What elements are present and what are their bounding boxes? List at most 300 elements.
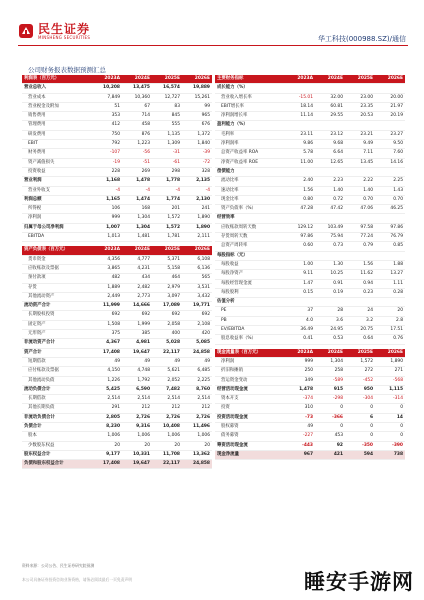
row-value: 3,865 — [92, 264, 122, 273]
row-label: 资产负债率（%） — [215, 205, 285, 214]
row-value: 7.11 — [345, 149, 375, 158]
row-value: 99 — [182, 102, 212, 111]
row-label: 成长能力（%） — [215, 84, 285, 93]
table-row — [215, 130, 405, 139]
row-value: 2,130 — [182, 195, 212, 204]
row-value: 1,304 — [122, 223, 152, 232]
row-value — [375, 251, 405, 260]
row-value: 0.28 — [375, 288, 405, 297]
row-value: 967 — [285, 450, 315, 459]
row-value: 11,708 — [152, 450, 182, 459]
row-value: 5.78 — [285, 149, 315, 158]
row-value — [345, 251, 375, 260]
row-value: 2,514 — [122, 395, 152, 404]
row-label: 投资活动现金流 — [215, 413, 285, 422]
row-value: 21.97 — [375, 102, 405, 111]
row-value: 9.86 — [285, 140, 315, 149]
row-label: 净利润 — [215, 357, 285, 366]
row-value: 412 — [92, 121, 122, 130]
row-value: 0.41 — [285, 335, 315, 344]
row-value: 46.25 — [375, 205, 405, 214]
row-label: 盈利能力（%） — [215, 121, 285, 130]
row-label: 营业成本 — [22, 93, 92, 102]
row-value: 51 — [92, 102, 122, 111]
row-value: 11.62 — [345, 270, 375, 279]
row-value: 47.28 — [285, 205, 315, 214]
row-value: 4,367 — [92, 339, 122, 348]
table-header-year: 2023A — [92, 246, 122, 255]
row-value: 0.70 — [375, 195, 405, 204]
row-label: 净资产收益率 ROE — [215, 158, 285, 167]
table-gap — [215, 460, 405, 464]
row-value: 4,777 — [122, 255, 152, 264]
table-header-row — [22, 246, 212, 255]
row-value: 23.12 — [315, 130, 345, 139]
table-row — [22, 130, 212, 139]
row-value: 4,231 — [122, 264, 152, 273]
header-divider — [18, 45, 408, 46]
table-row — [215, 84, 405, 93]
row-value: 1,890 — [182, 214, 212, 223]
table-row — [215, 195, 405, 204]
row-value: 201 — [152, 205, 182, 214]
row-label: PE — [215, 307, 285, 316]
row-value: -56 — [122, 149, 152, 158]
row-label: EBIT — [22, 140, 92, 149]
row-value: -51 — [122, 158, 152, 167]
row-value: 67 — [122, 102, 152, 111]
row-value: 22,117 — [152, 460, 182, 469]
row-value: 2,058 — [152, 320, 182, 329]
row-value: 453 — [315, 432, 345, 441]
row-value: 5,371 — [152, 255, 182, 264]
row-label: 短期借款 — [22, 357, 92, 366]
row-value: 692 — [92, 311, 122, 320]
table-row — [22, 292, 212, 301]
row-value: 1,890 — [375, 357, 405, 366]
row-value: 1,007 — [92, 223, 122, 232]
row-value: 2,449 — [92, 292, 122, 301]
row-value: 1,006 — [92, 432, 122, 441]
row-value: 2,111 — [182, 233, 212, 242]
row-value: 0.64 — [345, 335, 375, 344]
row-value: 692 — [122, 311, 152, 320]
row-value: 15,261 — [182, 93, 212, 102]
row-value: 692 — [152, 311, 182, 320]
table-header-year: 2026E — [182, 75, 212, 84]
row-value: 14.16 — [375, 158, 405, 167]
table-row — [215, 316, 405, 325]
report-subject: 华工科技(000988.SZ)/通信 — [317, 35, 406, 43]
row-value: 97.58 — [345, 223, 375, 232]
table-row — [22, 149, 212, 158]
row-value: 49 — [182, 357, 212, 366]
table-row — [22, 404, 212, 413]
row-value: -61 — [152, 158, 182, 167]
row-value: 4,981 — [122, 339, 152, 348]
row-value: 0.15 — [285, 288, 315, 297]
table-row — [22, 223, 212, 232]
row-label: 净利润增长率 — [215, 112, 285, 121]
row-value: 17.51 — [375, 326, 405, 335]
row-value — [315, 214, 345, 223]
row-value: 24,858 — [182, 348, 212, 357]
row-value: 12.65 — [315, 158, 345, 167]
row-value: 2,514 — [182, 395, 212, 404]
row-value: 0.91 — [315, 279, 345, 288]
row-value — [375, 167, 405, 176]
table-header-year: 2025E — [152, 75, 182, 84]
row-value: 11.00 — [285, 158, 315, 167]
row-value: 421 — [315, 450, 345, 459]
row-label: 预付款项 — [22, 274, 92, 283]
table-header-label: 现金流量表（百万元） — [215, 349, 285, 358]
row-value: 2,135 — [182, 177, 212, 186]
row-value: 0 — [375, 404, 405, 413]
row-value: 37 — [285, 307, 315, 316]
row-value: 10.25 — [315, 270, 345, 279]
row-value: 9.49 — [345, 140, 375, 149]
row-value: 0.85 — [375, 242, 405, 251]
row-value: 20 — [152, 441, 182, 450]
row-value: -350 — [345, 441, 375, 450]
table-row — [215, 260, 405, 269]
table-row — [22, 311, 212, 320]
row-value: 291 — [92, 404, 122, 413]
row-label: 净利润 — [22, 214, 92, 223]
row-value: 1,889 — [92, 283, 122, 292]
row-value: 1,168 — [92, 177, 122, 186]
row-value: 1.40 — [345, 186, 375, 195]
table-row — [215, 233, 405, 242]
row-value: 999 — [285, 357, 315, 366]
row-label: 营业税金及附加 — [22, 102, 92, 111]
row-value: 555 — [152, 121, 182, 130]
row-value: 258 — [315, 367, 345, 376]
row-value: 2.23 — [315, 177, 345, 186]
row-value: 1,572 — [345, 357, 375, 366]
row-value: 24 — [345, 307, 375, 316]
source-footnote: 资料来源：公司公告、民生证券研究院预测 — [22, 563, 95, 568]
table-row — [215, 357, 405, 366]
row-value: 3.2 — [345, 316, 375, 325]
row-label: 速动比率 — [215, 186, 285, 195]
table-row — [215, 367, 405, 376]
row-value: 10,360 — [122, 93, 152, 102]
table-row — [215, 251, 405, 260]
table-row — [215, 385, 405, 394]
row-value: 1,372 — [182, 130, 212, 139]
row-value: 950 — [345, 385, 375, 394]
row-value: 1.00 — [285, 260, 315, 269]
row-value: 0 — [345, 404, 375, 413]
table-row — [215, 307, 405, 316]
row-value: 9,316 — [122, 422, 152, 431]
row-value: 24.95 — [315, 326, 345, 335]
table-row — [215, 450, 405, 459]
row-label: 负债合计 — [22, 422, 92, 431]
row-label: 净利润率 — [215, 140, 285, 149]
row-value: 76.79 — [375, 233, 405, 242]
row-value: 915 — [315, 385, 345, 394]
table-row — [215, 186, 405, 195]
row-value — [285, 251, 315, 260]
row-label: 财务费用 — [22, 149, 92, 158]
row-value: 0.79 — [345, 242, 375, 251]
row-value: 17,089 — [152, 302, 182, 311]
row-value: -107 — [92, 149, 122, 158]
row-label: 筹资活动现金流 — [215, 441, 285, 450]
row-value: 420 — [182, 330, 212, 339]
table-row — [215, 205, 405, 214]
table-row — [215, 167, 405, 176]
row-label: 每股经营现金流 — [215, 279, 285, 288]
row-value: 20.19 — [375, 112, 405, 121]
row-value: 97.86 — [375, 223, 405, 232]
table-row — [215, 140, 405, 149]
row-label: 股息收益率（%） — [215, 335, 285, 344]
row-value: 1.88 — [375, 260, 405, 269]
report-header — [0, 0, 424, 52]
row-value: -304 — [345, 395, 375, 404]
row-label: 少数股东权益 — [22, 441, 92, 450]
row-label: 利润总额 — [22, 195, 92, 204]
row-value: 0.73 — [315, 242, 345, 251]
row-value: -568 — [375, 376, 405, 385]
table-row — [215, 121, 405, 130]
row-value: 1,774 — [152, 195, 182, 204]
row-value: 2.8 — [375, 316, 405, 325]
row-value: 23.11 — [285, 130, 315, 139]
row-value: 845 — [152, 112, 182, 121]
row-label: 每股股利 — [215, 288, 285, 297]
row-label: 每股净资产 — [215, 270, 285, 279]
row-value — [315, 298, 345, 307]
table-row — [22, 330, 212, 339]
row-value: 1.30 — [315, 260, 345, 269]
row-label: 债务募资 — [215, 432, 285, 441]
row-label: 长期股权投资 — [22, 311, 92, 320]
row-value: 49 — [285, 422, 315, 431]
row-value: 47.42 — [315, 205, 345, 214]
table-row — [22, 93, 212, 102]
row-value: 434 — [122, 274, 152, 283]
row-value — [345, 298, 375, 307]
row-value: 2,052 — [152, 376, 182, 385]
table-row — [215, 223, 405, 232]
row-value: 212 — [182, 404, 212, 413]
table-row — [215, 112, 405, 121]
row-value: 375 — [92, 330, 122, 339]
row-value: 1,572 — [152, 214, 182, 223]
row-value: 738 — [375, 450, 405, 459]
row-value: 106 — [92, 205, 122, 214]
table-row — [22, 460, 212, 469]
row-value: 3.6 — [315, 316, 345, 325]
row-value: 9.68 — [315, 140, 345, 149]
table-row — [22, 348, 212, 357]
row-value: 1,999 — [122, 320, 152, 329]
row-value: 49 — [92, 357, 122, 366]
row-label: 经营活动现金流 — [215, 385, 285, 394]
row-value: 714 — [122, 112, 152, 121]
row-label: 非流动负债合计 — [22, 413, 92, 422]
row-value: 11,496 — [182, 422, 212, 431]
row-label: 毛利率 — [215, 130, 285, 139]
row-value: 24,858 — [182, 460, 212, 469]
row-value: 458 — [122, 121, 152, 130]
left-column — [22, 75, 212, 473]
row-label: 流动资产合计 — [22, 302, 92, 311]
row-value — [375, 298, 405, 307]
table-row — [215, 214, 405, 223]
row-value: -314 — [375, 395, 405, 404]
row-value: 19,647 — [122, 460, 152, 469]
table-row — [22, 339, 212, 348]
row-value: 1,572 — [152, 223, 182, 232]
row-value — [315, 167, 345, 176]
table-row — [22, 255, 212, 264]
table-row — [22, 102, 212, 111]
row-value: 353 — [92, 112, 122, 121]
row-value — [345, 167, 375, 176]
row-value: 92 — [315, 441, 345, 450]
row-value: 2,108 — [182, 320, 212, 329]
table-row — [22, 214, 212, 223]
row-value: 75.94 — [315, 233, 345, 242]
table-row — [22, 205, 212, 214]
row-label: 营运资金变动 — [215, 376, 285, 385]
row-value: 0.19 — [315, 288, 345, 297]
row-label: 其他流动资产 — [22, 292, 92, 301]
row-value: 1,115 — [375, 385, 405, 394]
row-value: 1,006 — [122, 432, 152, 441]
table-row — [215, 288, 405, 297]
table-header-year: 2024E — [315, 75, 345, 84]
row-label: 资产减值损失 — [22, 158, 92, 167]
row-value: 1,309 — [152, 140, 182, 149]
row-value — [315, 251, 345, 260]
table-row — [215, 404, 405, 413]
row-value: 0.76 — [375, 335, 405, 344]
row-value: 20.53 — [345, 112, 375, 121]
row-label: EBITDA — [22, 233, 92, 242]
table-row — [22, 177, 212, 186]
row-label: 现金比率 — [215, 195, 285, 204]
row-value: 269 — [122, 167, 152, 176]
row-label: 营业收入增长率 — [215, 93, 285, 102]
row-value: 1,478 — [122, 177, 152, 186]
row-label: 固定资产 — [22, 320, 92, 329]
row-value: 20 — [122, 441, 152, 450]
row-value: 23.21 — [345, 130, 375, 139]
row-label: 每股收益 — [215, 260, 285, 269]
row-label: 投资 — [215, 404, 285, 413]
row-value: 0.72 — [315, 195, 345, 204]
row-value: 999 — [92, 214, 122, 223]
row-value: 129.12 — [285, 223, 315, 232]
row-label: PB — [215, 316, 285, 325]
row-value — [375, 84, 405, 93]
row-value: 0.80 — [285, 195, 315, 204]
row-label: EV/EBITDA — [215, 326, 285, 335]
row-label: 货币资金 — [22, 255, 92, 264]
row-label: 其他长期负债 — [22, 404, 92, 413]
row-label: 经营效率 — [215, 214, 285, 223]
row-value: 49 — [152, 357, 182, 366]
row-value: -4 — [92, 186, 122, 195]
row-value: 14,666 — [122, 302, 152, 311]
table-header-row — [22, 75, 212, 84]
row-value: 5,621 — [152, 367, 182, 376]
row-label: 研发费用 — [22, 130, 92, 139]
table-row — [215, 422, 405, 431]
row-value — [345, 121, 375, 130]
row-value: 565 — [182, 274, 212, 283]
table-row — [215, 376, 405, 385]
table-header-year: 2025E — [345, 75, 375, 84]
right-column — [215, 75, 405, 464]
row-label: 股权募资 — [215, 422, 285, 431]
row-value: -366 — [315, 413, 345, 422]
row-value: 16,574 — [152, 84, 182, 93]
row-value: 212 — [152, 404, 182, 413]
table-row — [22, 264, 212, 273]
row-value: 1,478 — [285, 385, 315, 394]
row-value: 750 — [92, 130, 122, 139]
row-value: 4,356 — [92, 255, 122, 264]
table-row — [22, 395, 212, 404]
row-value: 23.27 — [375, 130, 405, 139]
row-label: 总资产周转率 — [215, 242, 285, 251]
table-row — [215, 270, 405, 279]
table-header-year: 2025E — [152, 246, 182, 255]
row-value: 9,177 — [92, 450, 122, 459]
table-header-year: 2024E — [122, 75, 152, 84]
row-value: 36.49 — [285, 326, 315, 335]
table-header-label: 主要财务指标 — [215, 75, 285, 84]
table-row — [215, 395, 405, 404]
row-value: 17,408 — [92, 460, 122, 469]
row-value: 6 — [345, 413, 375, 422]
row-value: 1,135 — [152, 130, 182, 139]
row-value: 4,748 — [122, 367, 152, 376]
row-label: 每股指标（元） — [215, 251, 285, 260]
left-table-1 — [22, 246, 212, 469]
table-row — [215, 413, 405, 422]
row-value: 298 — [152, 167, 182, 176]
row-value: 1,013 — [92, 233, 122, 242]
table-row — [22, 413, 212, 422]
row-value: 19,771 — [182, 302, 212, 311]
right-table-1 — [215, 349, 405, 461]
table-header-label: 资产负债表（百万元） — [22, 246, 92, 255]
brand-logo-icon — [18, 23, 34, 39]
row-label: 营业利润 — [22, 177, 92, 186]
row-value: -39 — [182, 149, 212, 158]
table-row — [215, 279, 405, 288]
row-label: 营业总收入 — [22, 84, 92, 93]
row-value: 692 — [182, 311, 212, 320]
row-value: -589 — [315, 376, 345, 385]
table-header-year: 2025E — [345, 349, 375, 358]
row-value: 1.11 — [375, 279, 405, 288]
row-value: 3,531 — [182, 283, 212, 292]
row-value: 0 — [315, 422, 345, 431]
row-value: 47.06 — [345, 205, 375, 214]
row-value: 310 — [285, 404, 315, 413]
row-value: 1,792 — [122, 376, 152, 385]
